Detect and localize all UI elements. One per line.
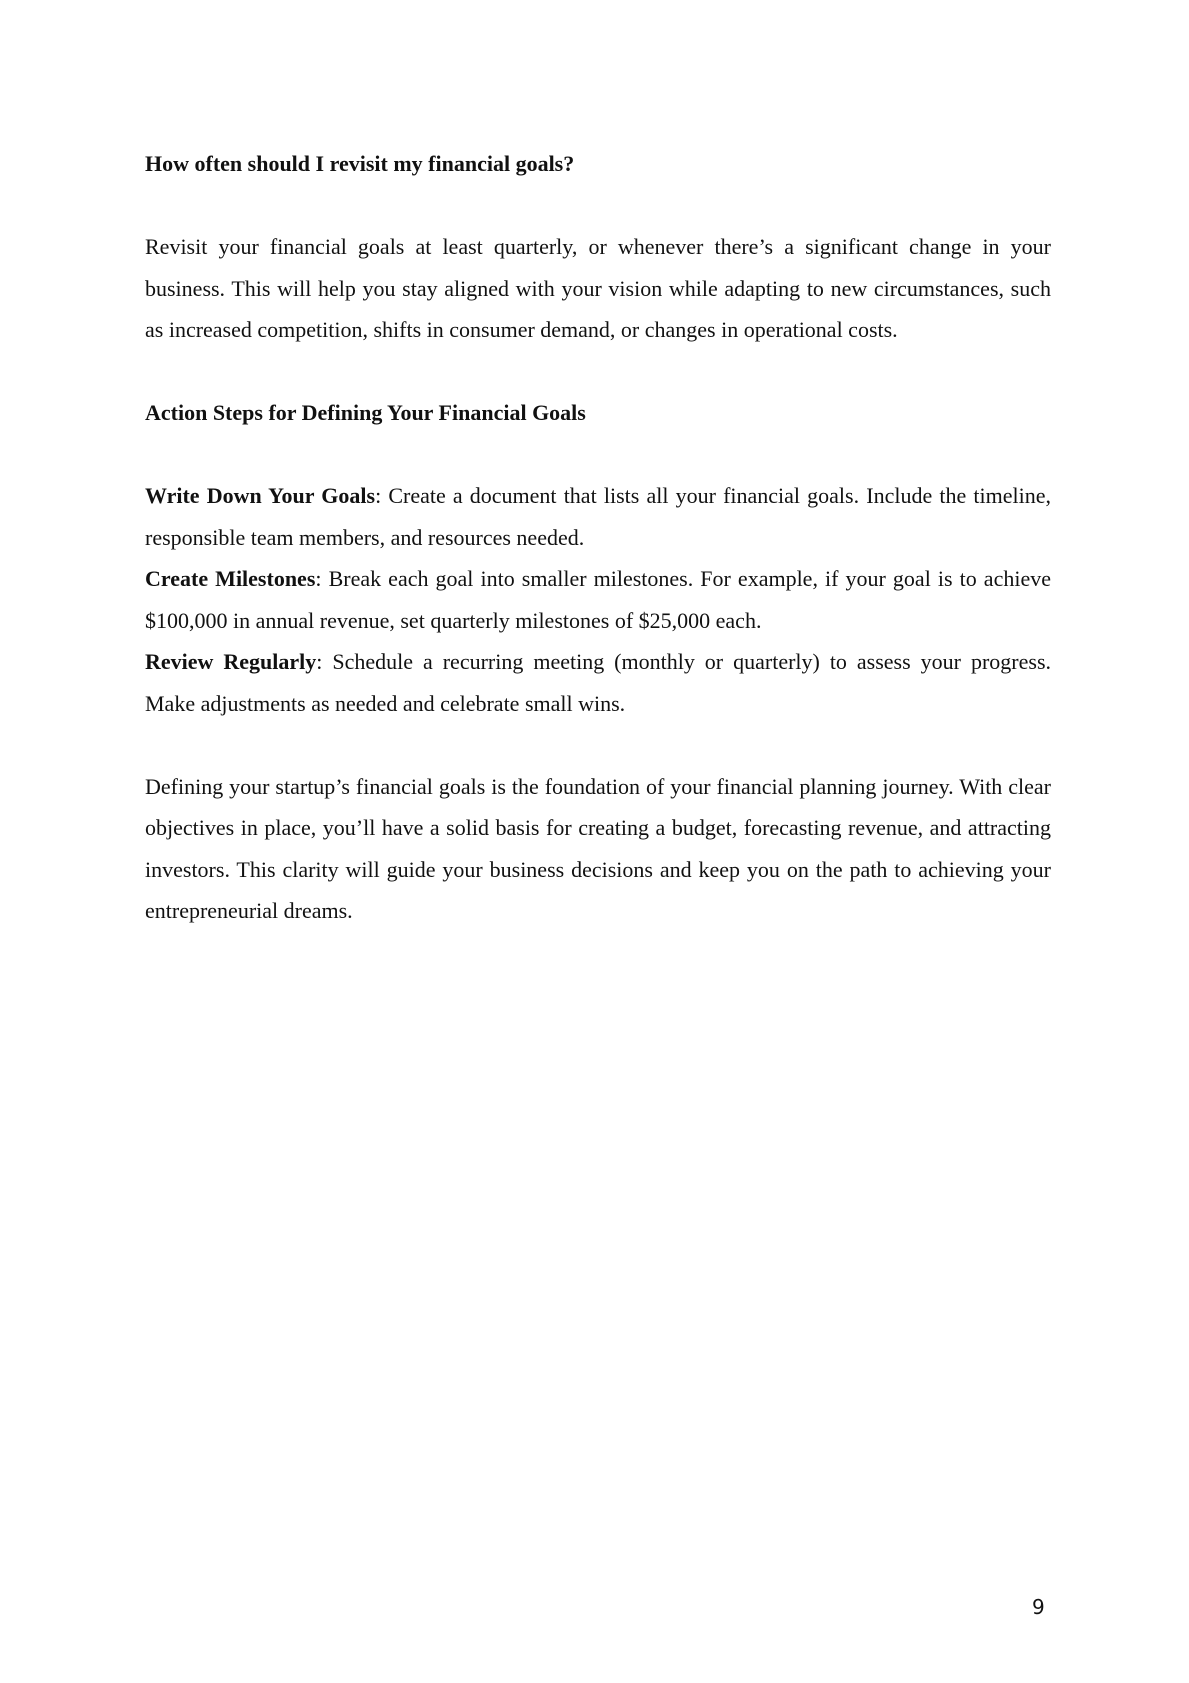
action-step-create-milestones	[145, 558, 1051, 641]
action-step-review-regularly	[145, 641, 1051, 724]
action-step-term: Write Down Your Goals	[145, 483, 376, 508]
action-step-term: Create Milestones	[145, 566, 316, 591]
action-step-write-down-goals	[145, 475, 1051, 558]
faq-answer-paragraph: Revisit your financial goals at least quarterly, or whenever there’s a significant change in your business. This will help you stay aligned with your vision while adapting to new circumstances, such as increased competition, shifts in consumer demand, or changes in operational costs.	[145, 234, 1051, 342]
closing-paragraph: Defining your startup’s financial goals is the foundation of your financial planning journey. With clear objectives in place, you’ll have a solid basis for creating a budget, forecasting revenue, and attracting investors. This clarity will guide your business decisions and keep you on the path to achieving your entrepreneurial dreams.	[145, 773, 1051, 923]
spacer	[145, 434, 1051, 476]
spacer	[145, 351, 1051, 393]
action-step-text: : Break each goal into smaller milestones. For example, if your goal is to achieve $100,000 in annual revenue, set quarterly milestones of $25,000 each.	[145, 566, 1051, 633]
spacer	[145, 185, 1051, 227]
action-steps-heading: Action Steps for Defining Your Financial Goals	[145, 400, 586, 425]
faq-heading: How often should I revisit my financial goals?	[145, 151, 575, 176]
document-page-body	[145, 143, 1051, 932]
page-number: 9	[1032, 1595, 1045, 1619]
action-step-text: : Create a document that lists all your financial goals. Include the timeline, responsible team members, and resources needed.	[145, 483, 1051, 550]
action-step-term: Review Regularly	[145, 649, 317, 674]
spacer	[145, 724, 1051, 766]
action-step-text: : Schedule a recurring meeting (monthly or quarterly) to assess your progress. Make adjustments as needed and celebrate small wins.	[145, 649, 1052, 716]
